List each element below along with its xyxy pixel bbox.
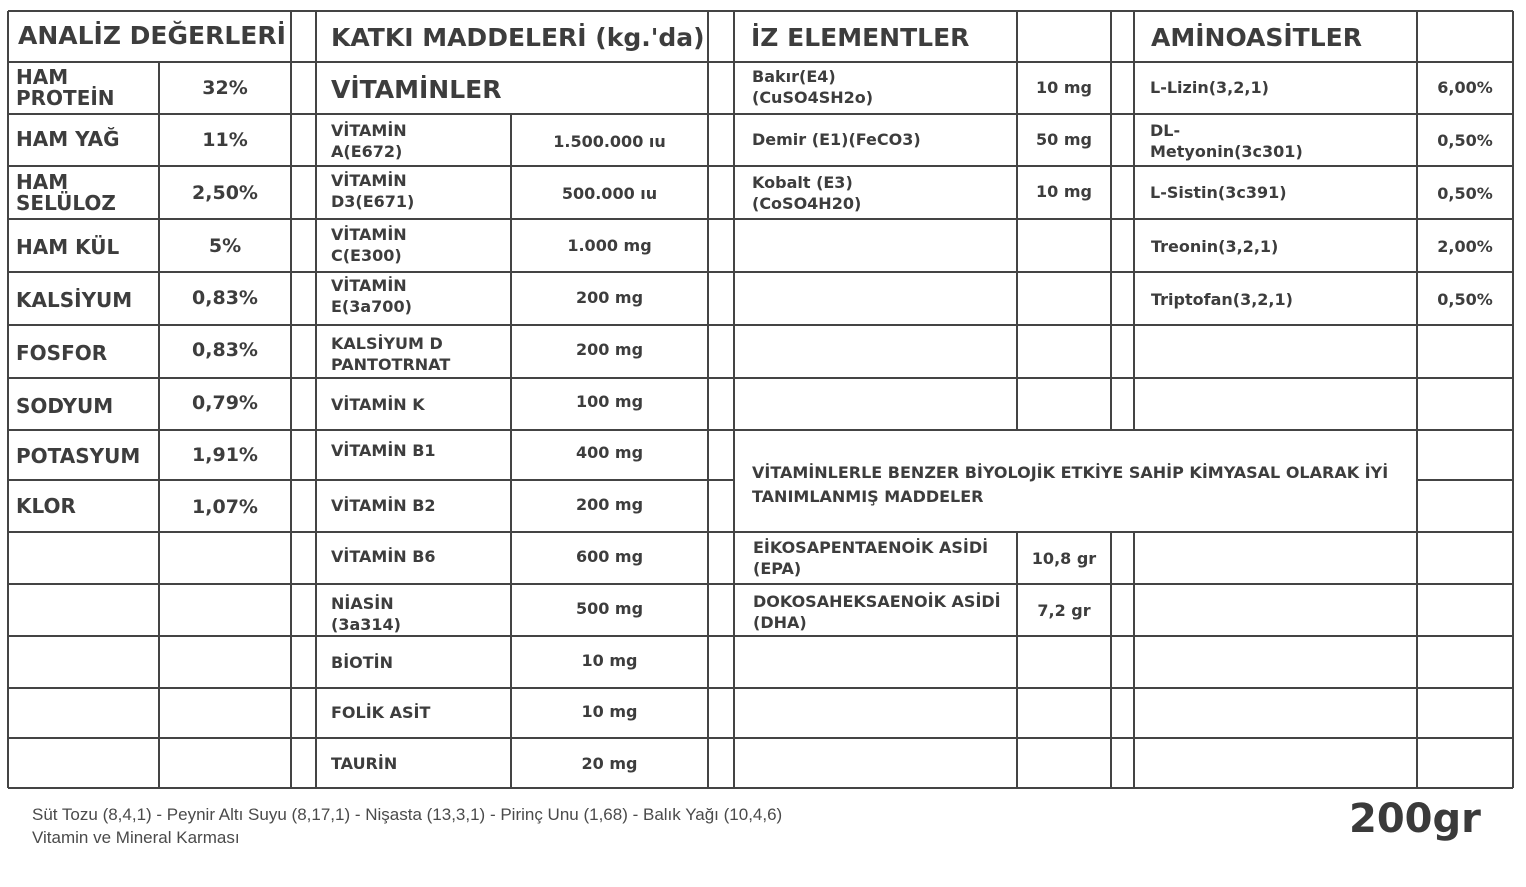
katki-label: VİTAMİN B6 (331, 547, 436, 566)
benzer-value: 10,8 gr (1031, 549, 1097, 568)
analiz-value: 11% (202, 129, 248, 151)
amino-value: 0,50% (1437, 290, 1493, 309)
analiz-label: HAM KÜL (16, 235, 120, 259)
katki-value: 10 mg (581, 702, 638, 721)
ingredients-text: Süt Tozu (8,4,1) - Peynir Altı Suyu (8,17,1) - Nişasta (13,3,1) - Pirinç Unu (1,68) - Balık Yağı (10,4,6) Vitamin ve Mineral Karması (32, 805, 783, 847)
amino-label: Treonin(3,2,1) (1151, 237, 1279, 256)
katki-value: 500 mg (575, 599, 644, 618)
katki-value: 10 mg (581, 651, 638, 670)
katki-value: 1.000 mg (567, 236, 652, 255)
analiz-label: POTASYUM (16, 444, 141, 468)
katki-value: 100 mg (575, 392, 644, 411)
katki-value: 1.500.000 ıu (553, 132, 666, 151)
analiz-value: 2,50% (192, 182, 258, 204)
iz-value: 10 mg (1036, 182, 1092, 201)
katki-label: VİTAMİN B1 (331, 441, 436, 460)
iz-value: 50 mg (1036, 130, 1092, 149)
analiz-label: HAM PROTEİN (16, 65, 115, 110)
katki-value: 600 mg (575, 547, 644, 566)
katki-label: FOLİK ASİT (331, 703, 431, 722)
katki-value: 500.000 ıu (561, 184, 658, 203)
analiz-label: KALSİYUM (16, 288, 133, 312)
analiz-label: HAM SELÜLOZ (16, 170, 116, 215)
amino-value: 0,50% (1437, 131, 1493, 150)
katki-label: KALSİYUM D PANTOTRNAT (331, 334, 451, 374)
katki-label: VİTAMİN B2 (331, 496, 436, 515)
amino-value: 6,00% (1437, 78, 1493, 97)
analiz-value: 1,07% (192, 496, 258, 518)
vitaminler-subheader: VİTAMİNLER (331, 75, 502, 104)
analiz-label: SODYUM (16, 394, 114, 418)
analiz-value: 1,91% (192, 444, 258, 466)
katki-label: VİTAMİN C(E300) (331, 225, 407, 265)
analiz-value: 0,83% (192, 287, 258, 309)
amino-value: 0,50% (1437, 184, 1493, 203)
katki-value: 200 mg (575, 288, 644, 307)
analiz-label: HAM YAĞ (16, 127, 120, 151)
benzer-value: 7,2 gr (1037, 601, 1091, 620)
katki-label: VİTAMİN K (331, 395, 425, 414)
analiz-label: FOSFOR (16, 341, 108, 365)
package-weight: 200gr (1349, 796, 1481, 842)
iz-label: Kobalt (E3) (CoSO4H20) (752, 173, 862, 213)
katki-header: KATKI MADDELERİ (kg.'da) (331, 23, 705, 52)
amino-label: L-Lizin(3,2,1) (1150, 78, 1269, 97)
katki-value: 20 mg (581, 754, 638, 773)
katki-label: BİOTİN (331, 653, 394, 672)
katki-label: VİTAMİN D3(E671) (331, 171, 415, 211)
iz-label: Demir (E1)(FeCO3) (752, 130, 921, 149)
amino-value: 2,00% (1437, 237, 1493, 256)
katki-label: TAURİN (331, 754, 398, 773)
benzer-label: DOKOSAHEKSAENOİK ASİDİ (DHA) (753, 592, 1001, 632)
iz-header: İZ ELEMENTLER (751, 23, 970, 52)
analiz-label: KLOR (16, 494, 76, 518)
amino-label: DL- Metyonin(3c301) (1150, 121, 1303, 161)
katki-label: VİTAMİN E(3a700) (331, 276, 412, 316)
katki-label: NİASİN (3a314) (331, 594, 401, 634)
analiz-value: 5% (208, 235, 242, 257)
katki-value: 200 mg (575, 340, 644, 359)
katki-value: 400 mg (575, 443, 644, 462)
analiz-value: 0,79% (192, 392, 258, 414)
katki-value: 200 mg (575, 495, 644, 514)
benzer-title: VİTAMİNLERLE BENZER BİYOLOJİK ETKİYE SAHİP KİMYASAL OLARAK İYİ TANIMLANMIŞ MADDELER (752, 463, 1389, 506)
benzer-label: EİKOSAPENTAENOİK ASİDİ (EPA) (753, 538, 989, 578)
amino-header: AMİNOASİTLER (1151, 23, 1362, 52)
katki-label: VİTAMİN A(E672) (331, 121, 407, 161)
iz-value: 10 mg (1036, 78, 1092, 97)
amino-label: Triptofan(3,2,1) (1151, 290, 1293, 309)
iz-label: Bakır(E4) (CuSO4SH2o) (752, 67, 874, 107)
analiz-value: 32% (202, 77, 248, 99)
analiz-value: 0,83% (192, 339, 258, 361)
analiz-header: ANALİZ DEĞERLERİ (18, 21, 286, 50)
amino-label: L-Sistin(3c391) (1150, 183, 1287, 202)
